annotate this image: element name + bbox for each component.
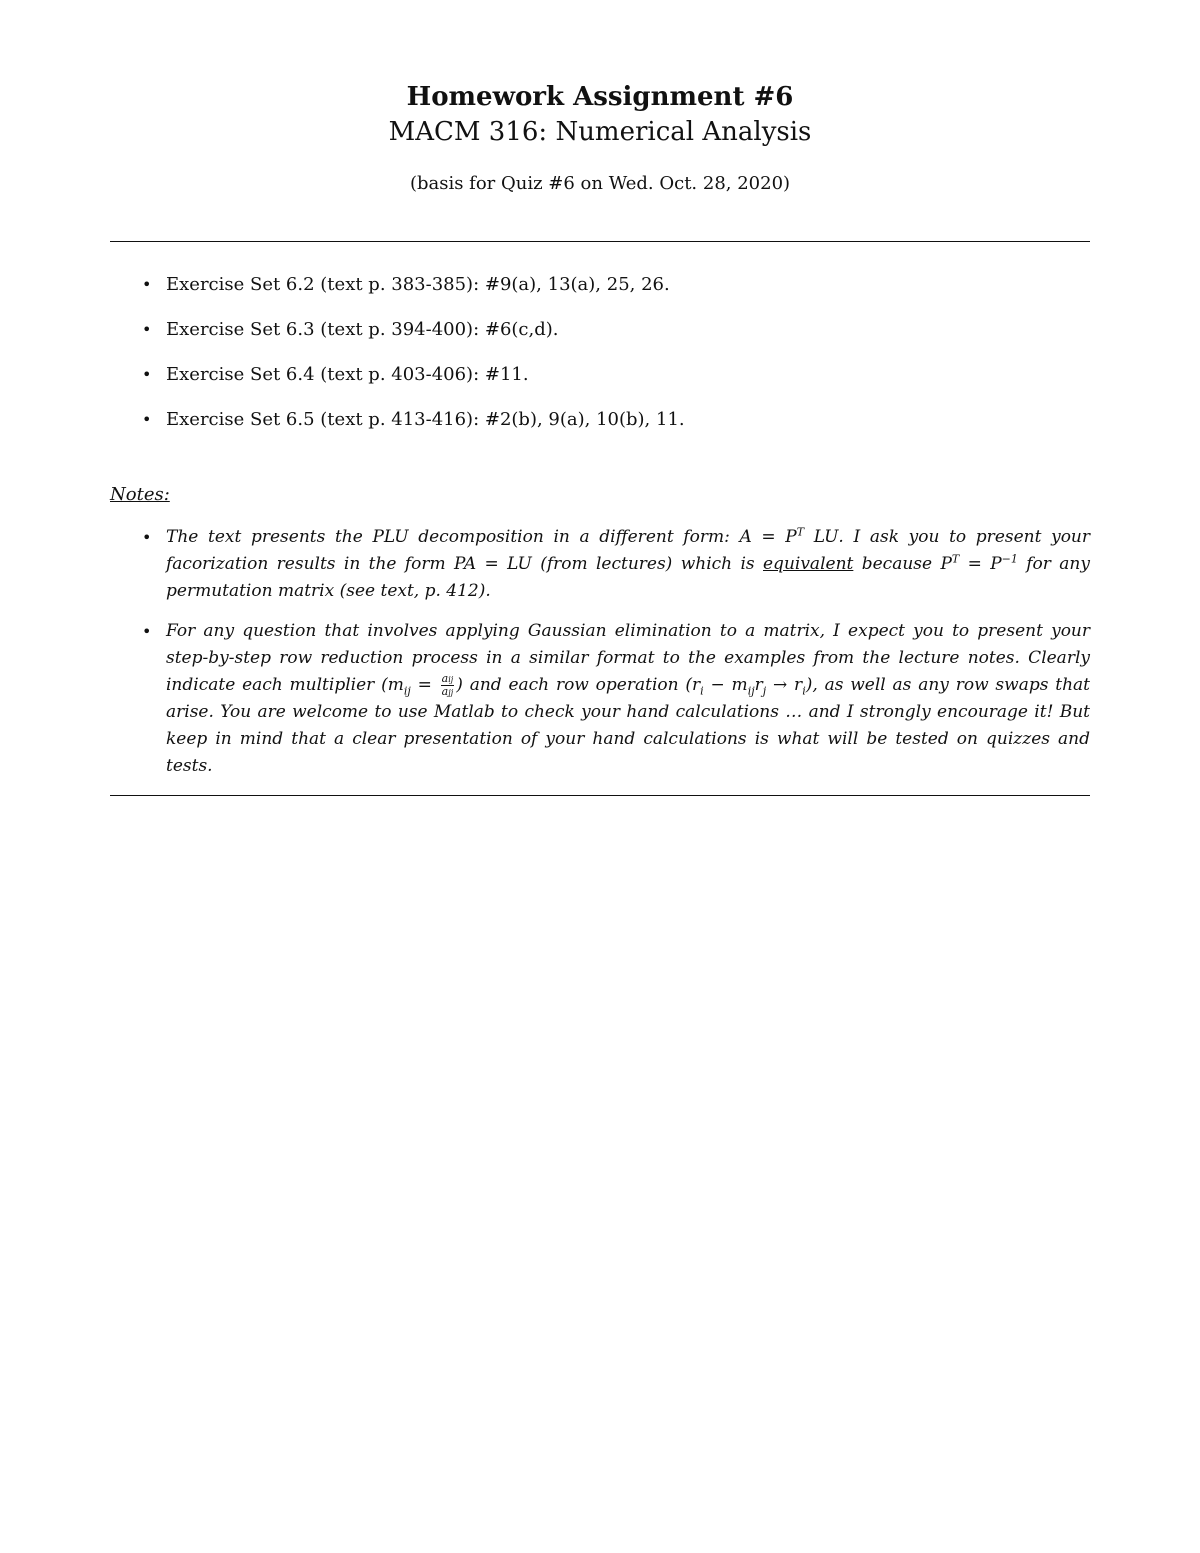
bottom-divider [110,795,1090,796]
notes-label: Notes: [110,484,170,505]
top-divider [110,241,1090,242]
math-arrow-r: → r [766,675,803,695]
note-text: ), as well as any row swaps that arise. You are welcome to use Matlab to check your hand calculations … and I strongly encourage it! But keep in mind that a clear presentation of your hand calculations is what will be tested on quizzes and tests. [166,675,1090,776]
note-text: (from lectures) which is [531,554,763,574]
exercise-list [110,270,1090,450]
math-superscript: T [796,525,805,539]
exercise-text: Exercise Set 6.4 (text p. 403-406): #11. [166,364,529,385]
exercise-item [110,405,1090,435]
bullet-icon: • [142,365,152,384]
notes-list [110,524,1090,793]
note-text: for any permutation matrix (see text, p. 412). [166,554,1090,601]
note-text: . I ask you to present your facorization results in the form [166,527,1091,574]
note-text: decomposition in a different form: [408,527,740,547]
multiplier-fraction [441,673,455,698]
document-header [110,80,1090,196]
note-text: For any question that involves applying Gaussian elimination to a matrix, I expect you to present your step-by-step row reduction process in a similar format to the examples from the lecture notes. Clearly indicate each multiplier ( [166,621,1090,695]
course-title: MACM 316: Numerical Analysis [388,117,812,147]
exercise-text: Exercise Set 6.5 (text p. 413-416): #2(b), 9(a), 10(b), 11. [166,409,685,430]
note-text: The text presents the [166,527,373,547]
math-r: r [754,675,763,695]
math-subscript: ij [403,684,411,698]
math-pa-lu: PA = LU [454,554,532,574]
math-subscript: ij [747,684,755,698]
math-lu: LU [804,527,839,547]
exercise-item [110,360,1090,390]
math-superscript: T [951,552,960,566]
math-minus-m: − m [703,675,748,695]
underlined-word: equivalent [763,554,854,574]
note-text: because [853,554,941,574]
math-r: r [692,675,701,695]
math-equals-p: = P [959,554,1002,574]
note-item [110,618,1090,780]
fraction-numerator: aij [441,672,454,685]
bullet-icon: • [142,275,152,294]
note-item [110,524,1090,605]
quiz-note: (basis for Quiz #6 on Wed. Oct. 28, 2020) [409,173,791,194]
math-plu: PLU [372,527,409,547]
bullet-icon: • [142,410,152,429]
exercise-text: Exercise Set 6.2 (text p. 383-385): #9(a), 13(a), 25, 26. [166,274,670,295]
math-p: P [940,554,952,574]
document-page [110,0,1090,1553]
bullet-icon: • [142,622,152,641]
math-subscript: i [802,684,806,698]
note-text: ) and each row operation ( [456,675,693,695]
fraction-denominator: ajj [441,685,454,698]
math-superscript: −1 [1001,552,1018,566]
bullet-icon: • [142,528,152,547]
math-a-equals: A = P [739,527,797,547]
exercise-item [110,315,1090,345]
exercise-item [110,270,1090,300]
math-subscript: i [700,684,704,698]
math-equals: = [410,675,439,695]
bullet-icon: • [142,320,152,339]
math-subscript: j [762,684,767,698]
math-m: m [387,675,404,695]
exercise-text: Exercise Set 6.3 (text p. 394-400): #6(c,d). [166,319,559,340]
assignment-title: Homework Assignment #6 [406,82,794,112]
